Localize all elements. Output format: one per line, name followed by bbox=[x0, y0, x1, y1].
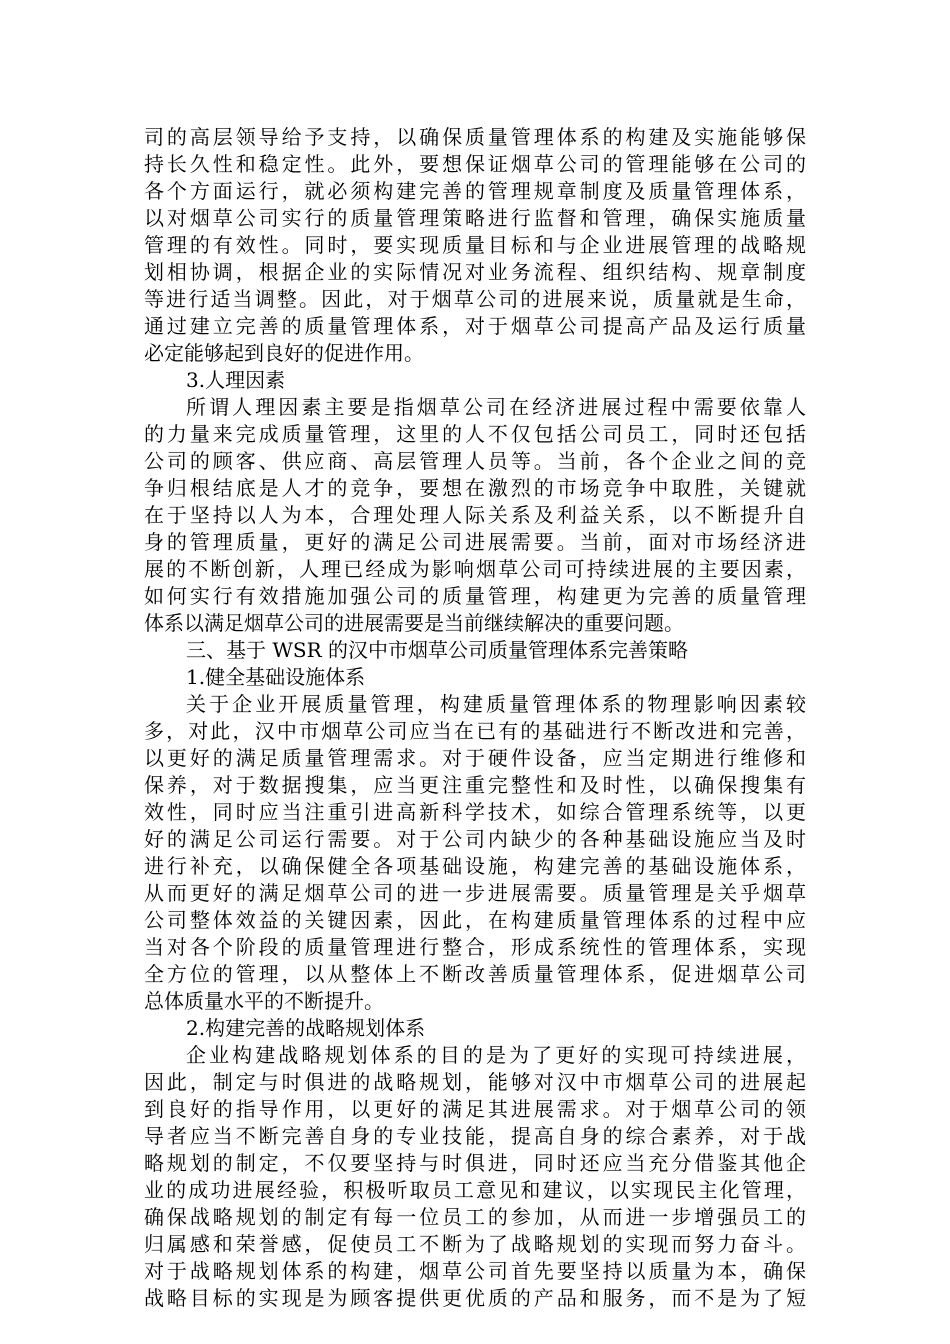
text-line: 当对各个阶段的质量管理进行整合，形成系统性的管理体系，实现 bbox=[144, 935, 806, 959]
text-line: 各个方面运行，就必须构建完善的管理规章制度及质量管理体系， bbox=[144, 179, 806, 203]
text-line: 好的满足公司运行需要。对于公司内缺少的各种基础设施应当及时 bbox=[144, 827, 806, 851]
text-line: 必定能够起到良好的促进作用。 bbox=[144, 341, 424, 365]
text-line: 管理的有效性。同时，要实现质量目标和与企业进展管理的战略规 bbox=[144, 233, 806, 257]
text-line: 通过建立完善的质量管理体系，对于烟草公司提高产品及运行质量 bbox=[144, 314, 806, 338]
text-line: 如何实行有效措施加强公司的质量管理，构建更为完善的质量管理 bbox=[144, 584, 806, 608]
text-line: 关于企业开展质量管理，构建质量管理体系的物理影响因素较 bbox=[186, 692, 806, 716]
text-line: 业的成功进展经验，积极听取员工意见和建议，以实现民主化管理， bbox=[144, 1178, 806, 1202]
text-line: 1.健全基础设施体系 bbox=[186, 665, 366, 689]
text-line: 展的不断创新，人理已经成为影响烟草公司可持续进展的主要因素， bbox=[144, 557, 806, 581]
text-line: 效性，同时应当注重引进高新科学技术，如综合管理系统等，以更 bbox=[144, 800, 806, 824]
text-line: 以更好的满足质量管理需求。对于硬件设备，应当定期进行维修和 bbox=[144, 746, 806, 770]
text-line: 导者应当不断完善自身的专业技能，提高自身的综合素养，对于战 bbox=[144, 1124, 806, 1148]
text-line: 略规划的制定，不仅要坚持与时俱进，同时还应当充分借鉴其他企 bbox=[144, 1151, 806, 1175]
text-line: 全方位的管理，以从整体上不断改善质量管理体系，促进烟草公司 bbox=[144, 962, 806, 986]
text-line: 3.人理因素 bbox=[186, 368, 286, 392]
text-line: 确保战略规划的制定有每一位员工的参加，从而进一步增强员工的 bbox=[144, 1205, 806, 1229]
text-line: 公司整体效益的关键因素，因此，在构建质量管理体系的过程中应 bbox=[144, 908, 806, 932]
text-line: 因此，制定与时俱进的战略规划，能够对汉中市烟草公司的进展起 bbox=[144, 1070, 806, 1094]
text-line: 体系以满足烟草公司的进展需要是当前继续解决的重要问题。 bbox=[144, 611, 684, 635]
text-line: 多，对此，汉中市烟草公司应当在已有的基础进行不断改进和完善， bbox=[144, 719, 806, 743]
text-line: 争归根结底是人才的竞争，要想在激烈的市场竞争中取胜，关键就 bbox=[144, 476, 806, 500]
text-line: 归属感和荣誉感，促使员工不断为了战略规划的实现而努力奋斗。 bbox=[144, 1232, 806, 1256]
text-line: 在于坚持以人为本，合理处理人际关系及利益关系，以不断提升自 bbox=[144, 503, 806, 527]
text-line: 从而更好的满足烟草公司的进一步进展需要。质量管理是关乎烟草 bbox=[144, 881, 806, 905]
text-line: 2.构建完善的战略规划体系 bbox=[186, 1016, 426, 1040]
text-line: 身的管理质量，更好的满足公司进展需要。当前，面对市场经济进 bbox=[144, 530, 806, 554]
text-line: 进行补充，以确保健全各项基础设施，构建完善的基础设施体系， bbox=[144, 854, 806, 878]
text-line: 持长久性和稳定性。此外，要想保证烟草公司的管理能够在公司的 bbox=[144, 152, 806, 176]
text-line: 的力量来完成质量管理，这里的人不仅包括公司员工，同时还包括 bbox=[144, 422, 806, 446]
text-line: 以对烟草公司实行的质量管理策略进行监督和管理，确保实施质量 bbox=[144, 206, 806, 230]
text-line: 划相协调，根据企业的实际情况对业务流程、组织结构、规章制度 bbox=[144, 260, 806, 284]
text-line: 企业构建战略规划体系的目的是为了更好的实现可持续进展， bbox=[186, 1043, 806, 1067]
text-line: 所谓人理因素主要是指烟草公司在经济进展过程中需要依靠人 bbox=[186, 395, 806, 419]
text-line: 战略目标的实现是为顾客提供更优质的产品和服务，而不是为了短 bbox=[144, 1286, 806, 1310]
text-line: 保养，对于数据搜集，应当更注重完整性和及时性，以确保搜集有 bbox=[144, 773, 806, 797]
text-line: 三、基于 WSR 的汉中市烟草公司质量管理体系完善策略 bbox=[186, 638, 689, 662]
text-line: 对于战略规划体系的构建，烟草公司首先要坚持以质量为本，确保 bbox=[144, 1259, 806, 1283]
body-text bbox=[144, 124, 806, 1312]
text-line: 到良好的指导作用，以更好的满足其进展需求。对于烟草公司的领 bbox=[144, 1097, 806, 1121]
text-line: 总体质量水平的不断提升。 bbox=[144, 989, 384, 1013]
text-line: 等进行适当调整。因此，对于烟草公司的进展来说，质量就是生命， bbox=[144, 287, 806, 311]
text-line: 司的高层领导给予支持，以确保质量管理体系的构建及实施能够保 bbox=[144, 125, 806, 149]
text-line: 公司的顾客、供应商、高层管理人员等。当前，各个企业之间的竞 bbox=[144, 449, 806, 473]
